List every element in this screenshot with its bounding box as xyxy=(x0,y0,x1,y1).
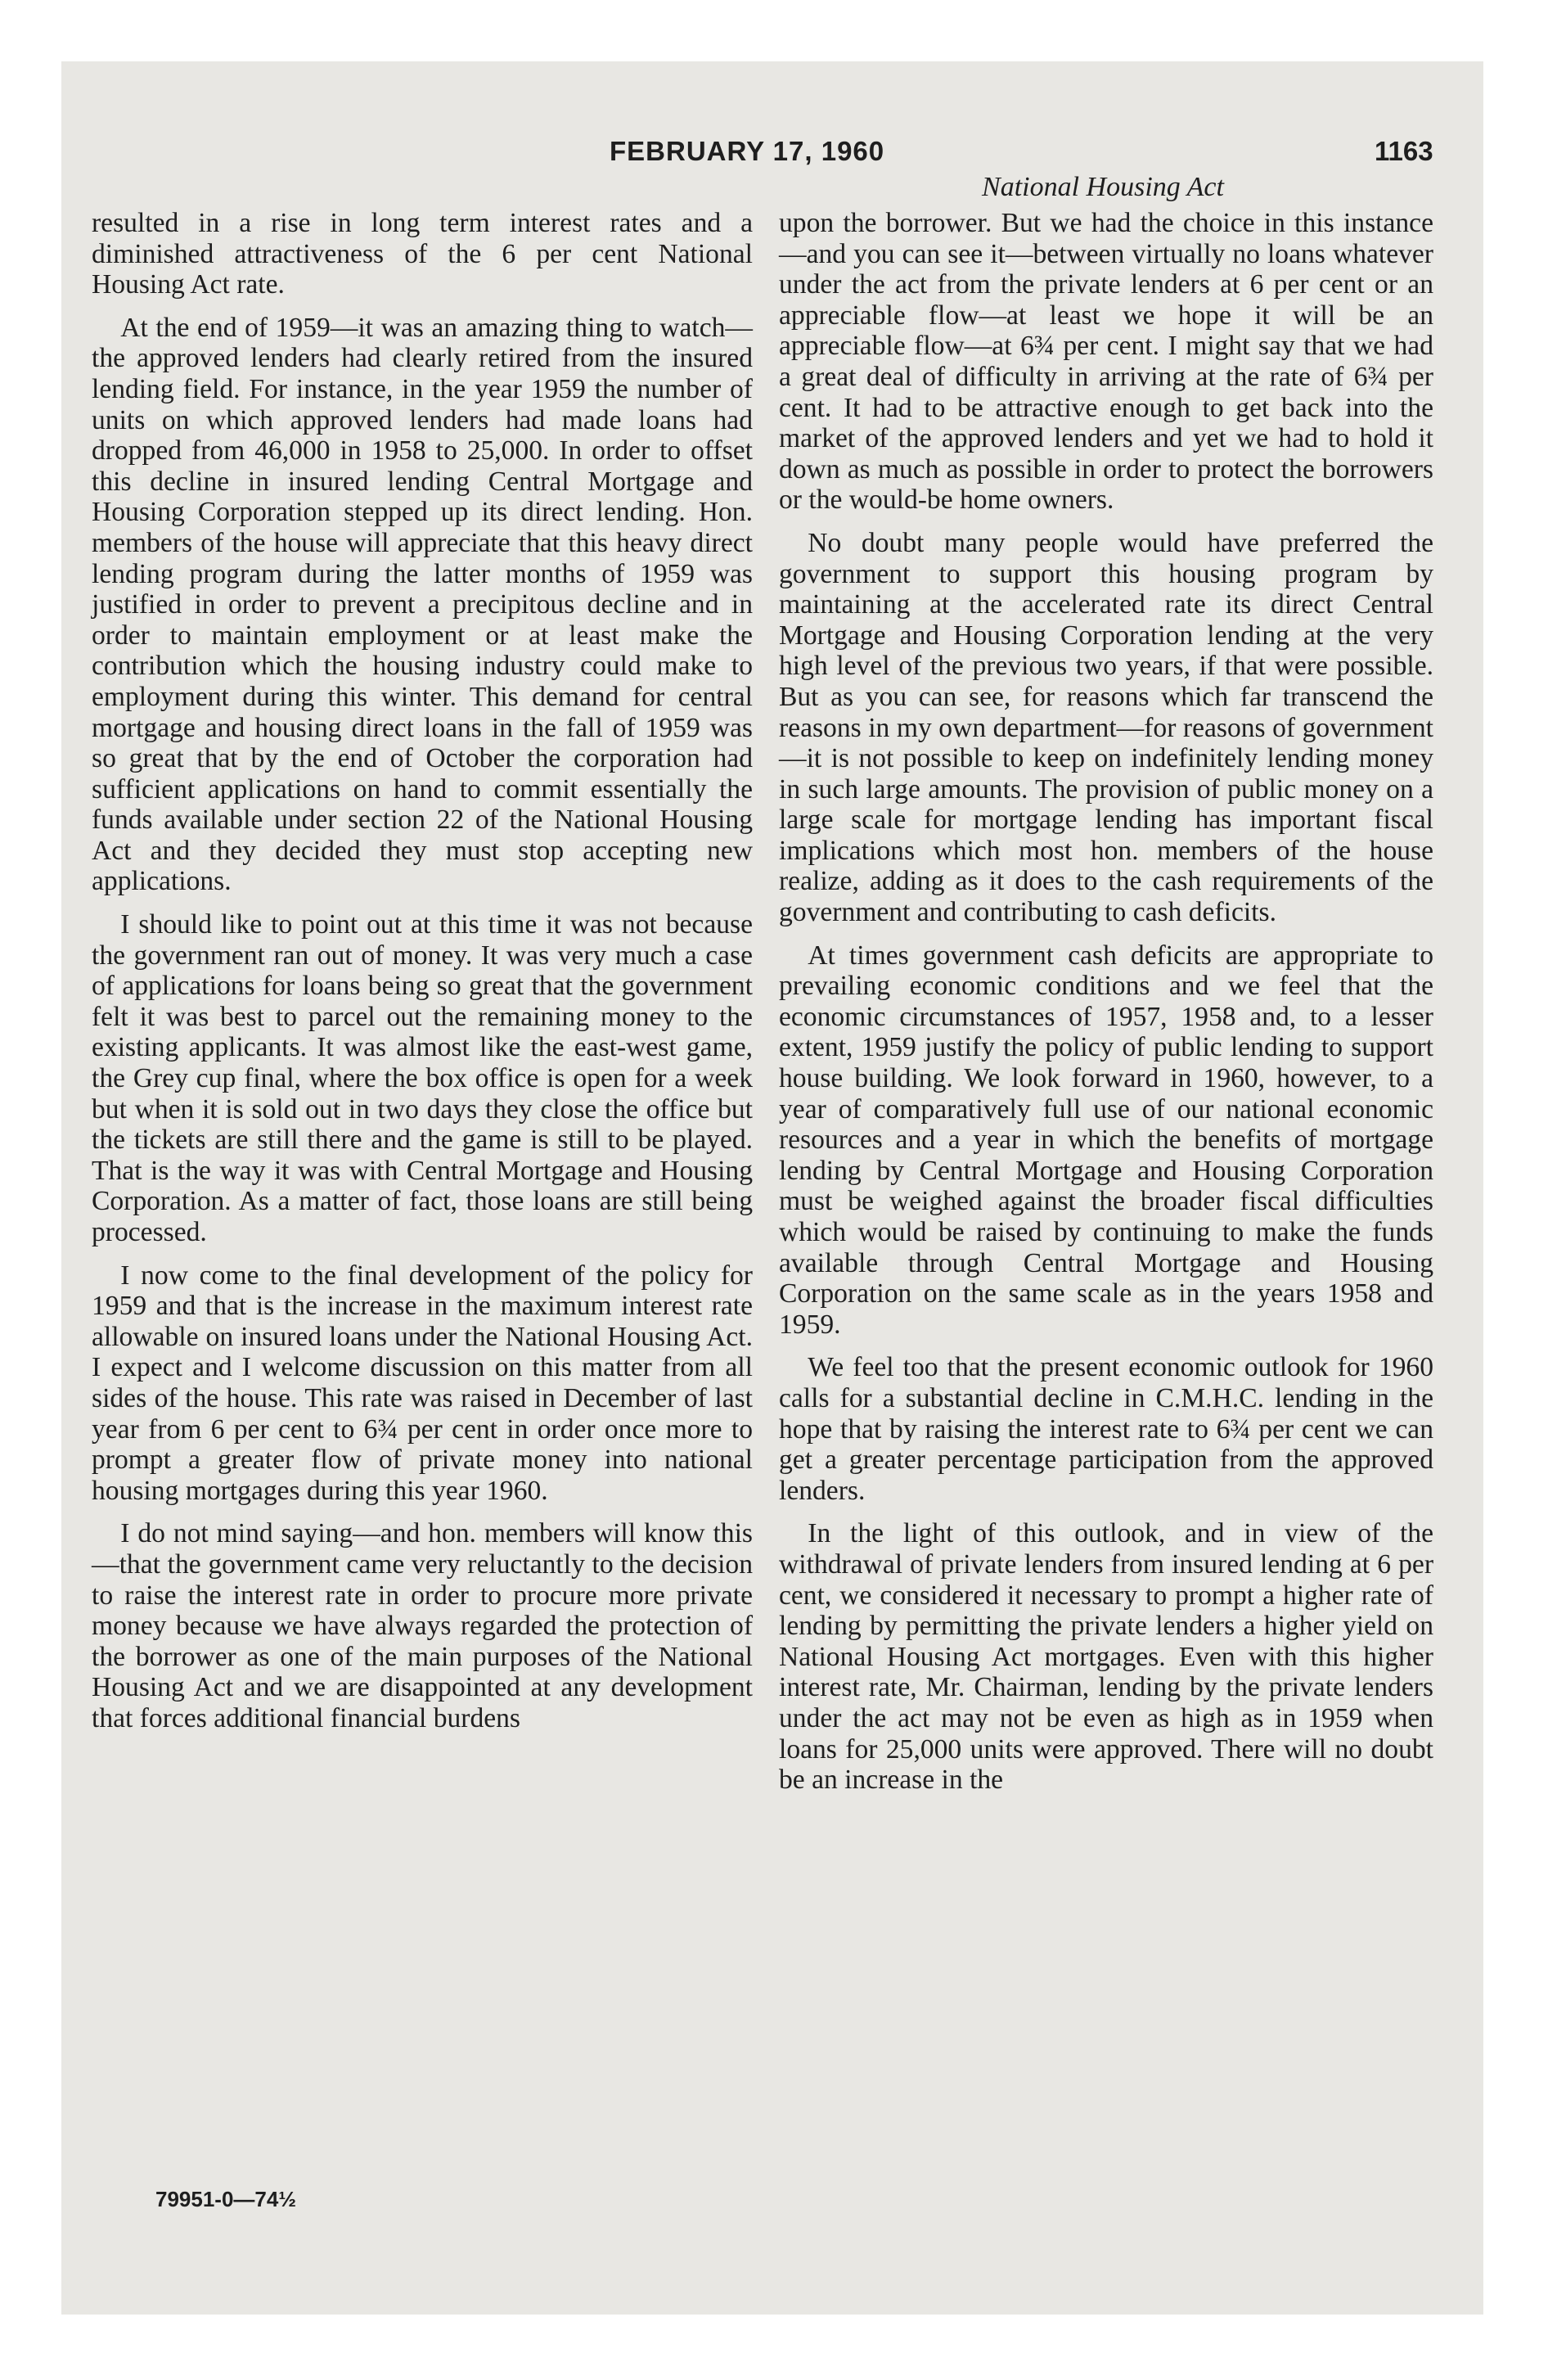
paragraph: I now come to the final development of the policy for 1959 and that is the increase in the maximum interest rate allowable on insured loans under the National Housing Act. I expect and I welcome discussion on this matter from all sides of the house. This rate was raised in December of last year from 6 per cent to 6¾ per cent in order once more to prompt a greater flow of private money into national housing mortgages during this year 1960. xyxy=(92,1260,753,1506)
printer-signature: 79951-0—74½ xyxy=(155,2187,297,2211)
paragraph: In the light of this outlook, and in view of the withdrawal of private lenders from insured lending at 6 per cent, we considered it necessary to prompt a higher rate of lending by permitting the private lenders a higher yield on National Housing Act mortgages. Even with this higher interest rate, Mr. Chairman, lending by the private lenders under the act may not be even as high as in 1959 when loans for 25,000 units were approved. There will no doubt be an increase in the xyxy=(779,1518,1433,1796)
paragraph: upon the borrower. But we had the choice in this instance—and you can see it—between virtually no loans whatever under the act from the private lenders at 6 per cent or an appreciable flow—at least we hope it will be an appreciable flow—at 6¾ per cent. I might say that we had a great deal of difficulty in arriving at the rate of 6¾ per cent. It had to be attractive enough to get back into the market of the approved lenders and yet we had to hold it down as much as possible in order to protect the borrowers or the would-be home owners. xyxy=(779,208,1433,516)
paragraph: I should like to point out at this time it was not because the government ran out of money. It was very much a case of applications for loans being so great that the government felt it was best to parcel out the remaining money to the existing applicants. It was almost like the east-west game, the Grey cup final, where the box office is open for a week but when it is sold out in two days they close the office but the tickets are still there and the game is still to be played. That is the way it was with Central Mortgage and Housing Corporation. As a matter of fact, those loans are still being processed. xyxy=(92,909,753,1247)
paragraph: At the end of 1959—it was an amazing thing to watch—the approved lenders had clearly retired from the insured lending field. For instance, in the year 1959 the number of units on which approved lenders had made loans had dropped from 46,000 in 1958 to 25,000. In order to offset this decline in insured lending Central Mortgage and Housing Corporation stepped up its direct lending. Hon. members of the house will appreciate that this heavy direct lending program during the latter months of 1959 was justified in order to prevent a precipitous decline and in order to maintain employment or at least make the contribution which the housing industry could make to employment during this winter. This demand for central mortgage and housing direct loans in the fall of 1959 was so great that by the end of October the corporation had sufficient applications on hand to commit essentially the funds available under section 22 of the National Housing Act and they decided they must stop accepting new applications. xyxy=(92,312,753,897)
page-number: 1163 xyxy=(1375,136,1433,166)
right-column xyxy=(779,208,1433,1796)
paragraph: At times government cash deficits are appropriate to prevailing economic conditions and we feel that the economic circumstances of 1957, 1958 and, to a lesser extent, 1959 justify the policy of public lending to support house building. We look forward in 1960, however, to a year of comparatively full use of our national economic resources and a year in which the benefits of mortgage lending by Central Mortgage and Housing Corporation must be weighed against the broader fiscal difficulties which would be raised by continuing to make the funds available through Central Mortgage and Housing Corporation on the same scale as in the years 1958 and 1959. xyxy=(779,940,1433,1340)
paragraph: No doubt many people would have preferred the government to support this housing program by maintaining at the accelerated rate its direct Central Mortgage and Housing Corporation lending at the very high level of the previous two years, if that were possible. But as you can see, for reasons which far transcend the reasons in my own department—for reasons of government—it is not possible to keep on indefinitely lending money in such large amounts. The provision of public money on a large scale for mortgage lending has important fiscal implications which most hon. members of the house realize, adding as it does to the cash requirements of the government and contributing to cash deficits. xyxy=(779,527,1433,928)
paragraph: We feel too that the present economic outlook for 1960 calls for a substantial decline in C.M.H.C. lending in the hope that by raising the interest rate to 6¾ per cent we can get a greater percentage participation from the approved lenders. xyxy=(779,1352,1433,1506)
page-date: FEBRUARY 17, 1960 xyxy=(610,136,885,166)
paragraph: I do not mind saying—and hon. members will know this—that the government came very reluctantly to the decision to raise the interest rate in order to procure more private money because we have always regarded the protection of the borrower as one of the main purposes of the National Housing Act and we are disappointed at any development that forces additional financial burdens xyxy=(92,1518,753,1733)
running-head: National Housing Act xyxy=(982,172,1224,202)
left-column xyxy=(92,208,753,1734)
paragraph: resulted in a rise in long term interest rates and a diminished attractiveness of the 6 per cent National Housing Act rate. xyxy=(92,208,753,300)
